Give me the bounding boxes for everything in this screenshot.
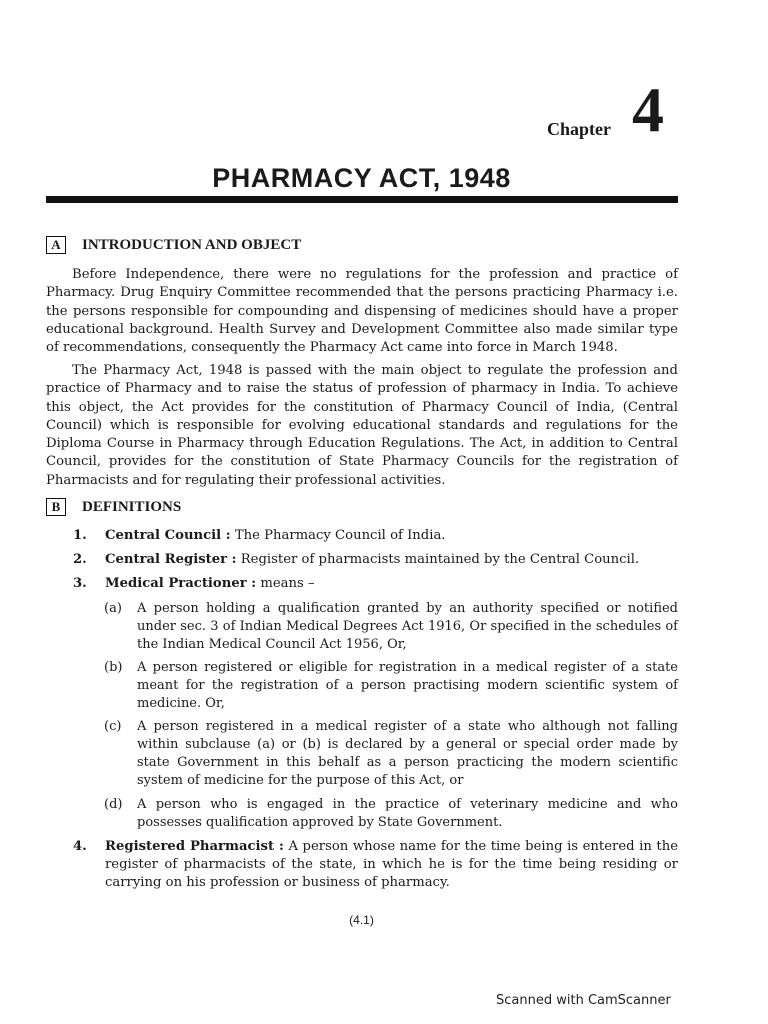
definition-subitem bbox=[104, 600, 678, 654]
definition-text: means – bbox=[256, 576, 315, 591]
definition-item bbox=[73, 527, 678, 545]
definition-number: 1. bbox=[73, 528, 87, 543]
definition-subitem bbox=[104, 796, 678, 832]
section-a-letter: A bbox=[46, 236, 66, 254]
scanner-watermark: Scanned with CamScanner bbox=[496, 993, 671, 1008]
subitem-letter: (a) bbox=[104, 601, 122, 616]
page-title: PHARMACY ACT, 1948 bbox=[212, 163, 511, 193]
intro-paragraph-2: The Pharmacy Act, 1948 is passed with the main object to regulate the profession and practice of Pharmacy and to raise the status of profession of pharmacy in India. To achieve this object, the Act provides for the constitution of Pharmacy Council of India, (Central Council) which is responsible for evolving educational standards and regulations for the Diploma Course in Pharmacy through Education Regulations. The Act, in addition to Central Council, provides for the constitution of State Pharmacy Councils for the registration of Pharmacists and for regulating their professional activities. bbox=[46, 363, 678, 488]
page-number: (4.1) bbox=[349, 913, 374, 927]
intro-paragraph-1: Before Independence, there were no regulations for the profession and practice of Pharmacy. Drug Enquiry Committee recommended that the persons practicing Pharmacy i.e. the persons responsible for compounding and dispensing of medicines should have a proper educational background. Health Survey and Development Committee also made similar type of recommendations, consequently the Pharmacy Act came into force in March 1948. bbox=[46, 267, 678, 356]
definition-text: Register of pharmacists maintained by the Central Council. bbox=[236, 552, 640, 567]
definition-item bbox=[73, 551, 678, 569]
definition-text: The Pharmacy Council of India. bbox=[230, 528, 446, 543]
subitem-text: A person holding a qualification granted by an authority specified or notified under sec. 3 of Indian Medical Degrees Act 1916, Or specified in the schedules of the Indian Medical Council Act 1956, Or, bbox=[137, 601, 678, 652]
definition-subitem bbox=[104, 718, 678, 790]
definition-item bbox=[73, 575, 678, 593]
definition-number: 3. bbox=[73, 576, 87, 591]
chapter-number: 4 bbox=[632, 74, 664, 145]
title-rule bbox=[46, 196, 678, 203]
definition-term: Central Register : bbox=[105, 552, 237, 567]
definition-number: 2. bbox=[73, 552, 87, 567]
section-a-title: INTRODUCTION AND OBJECT bbox=[82, 236, 302, 253]
subitem-text: A person who is engaged in the practice of veterinary medicine and who possesses qualification approved by State Government. bbox=[137, 797, 678, 830]
subitem-text: A person registered or eligible for registration in a medical register of a state meant for the registration of a person practising modern scientific system of medicine. Or, bbox=[137, 660, 678, 711]
definition-subitem bbox=[104, 659, 678, 713]
definition-number: 4. bbox=[73, 839, 87, 854]
section-a-heading bbox=[46, 236, 301, 254]
subitem-letter: (b) bbox=[104, 660, 123, 675]
subitem-letter: (c) bbox=[104, 719, 122, 734]
section-b-heading bbox=[46, 498, 181, 516]
subitem-text: A person registered in a medical register of a state who although not falling within subclause (a) or (b) is declared by a general or special order made by state Government in this behalf as a person practicing the modern scientific system of medicine for the purpose of this Act, or bbox=[137, 719, 678, 788]
definition-item bbox=[73, 838, 678, 892]
definition-term: Medical Practioner : bbox=[105, 576, 257, 591]
definition-term: Central Council : bbox=[105, 528, 231, 543]
section-b-letter: B bbox=[46, 498, 66, 516]
subitem-letter: (d) bbox=[104, 797, 123, 812]
definition-term: Registered Pharmacist : bbox=[105, 839, 284, 854]
section-b-title: DEFINITIONS bbox=[82, 498, 182, 515]
definition-text: A person whose name for the time being is entered in the register of pharmacists of the state, in which he is for the time being residing or carrying on his profession or business of pharmacy. bbox=[105, 839, 678, 890]
chapter-label: Chapter bbox=[547, 119, 611, 139]
